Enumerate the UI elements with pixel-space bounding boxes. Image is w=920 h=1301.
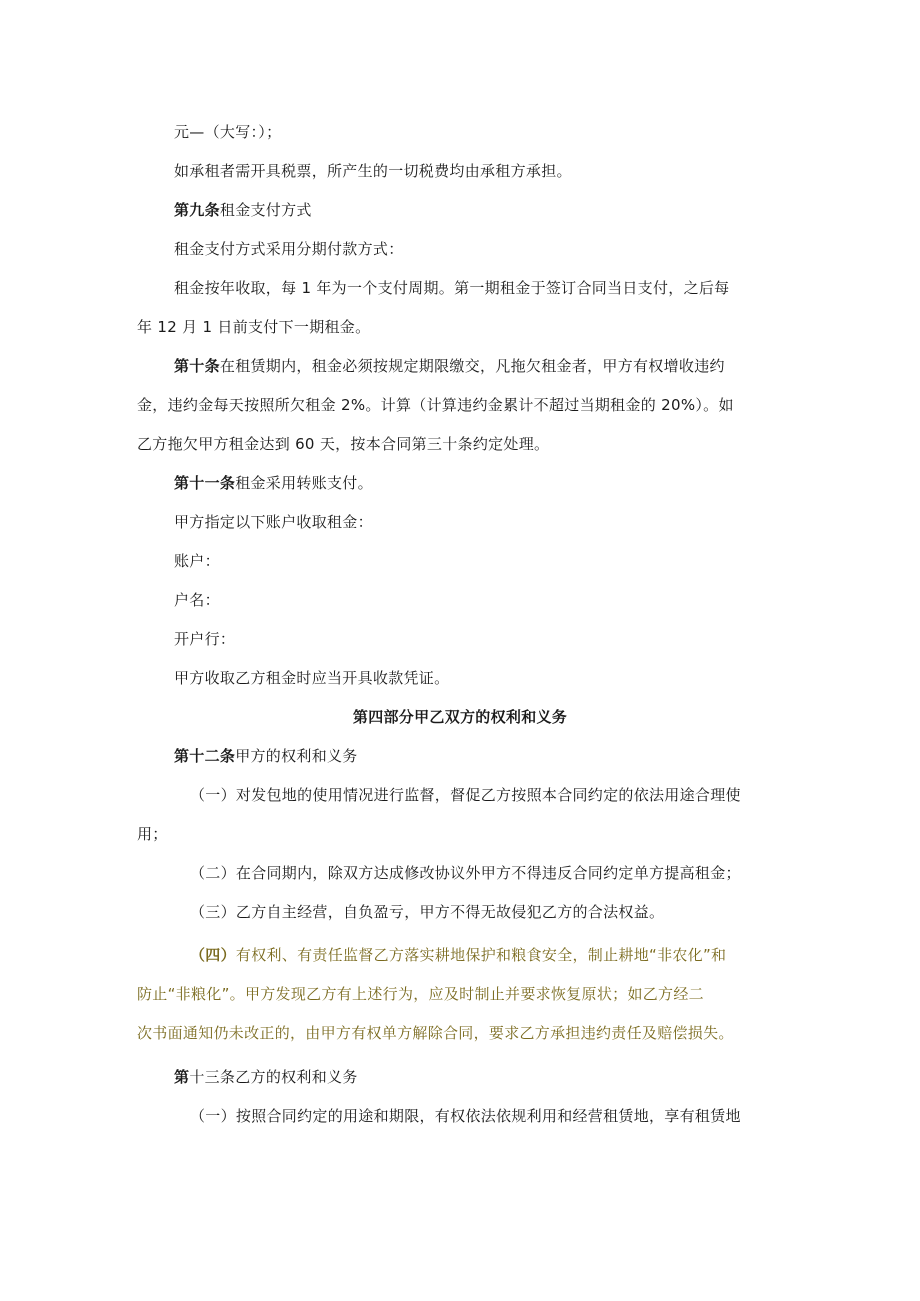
section-title: 第四部分甲乙双方的权利和义务 <box>352 708 568 726</box>
text-line <box>0 823 920 845</box>
clause-number: （四） <box>190 946 236 964</box>
line-text: 租金支付方式采用分期付款方式： <box>174 240 404 258</box>
line-text: 次书面通知仍未改正的，由甲方有权单方解除合同，要求乙方承担违约责任及赔偿损失。 <box>137 1024 734 1042</box>
text-line <box>0 1022 920 1044</box>
line-text: 有权利、有责任监督乙方落实耕地保护和粮食安全，制止耕地“非农化”和 <box>235 946 727 964</box>
line-text: 用； <box>137 825 168 843</box>
text-line <box>0 316 920 338</box>
article-13-heading <box>0 1066 920 1088</box>
account-name-label <box>0 589 920 611</box>
article-title: 十三条乙方的权利和义务 <box>189 1068 358 1086</box>
line-text: 乙方拖欠甲方租金达到 60 天，按本合同第三十条约定处理。 <box>137 435 550 453</box>
line-text: （一）对发包地的使用情况进行监督，督促乙方按照本合同约定的依法用途合理使 <box>190 786 741 804</box>
clause-3 <box>0 901 920 923</box>
article-11-line <box>0 472 920 494</box>
line-text: 户名： <box>174 591 220 609</box>
line-text: 在租赁期内，租金必须按规定期限缴交，凡拖欠租金者，甲方有权增收违约 <box>219 357 725 375</box>
line-text: 租金按年收取，每 1 年为一个支付周期。第一期租金于签订合同当日支付，之后每 <box>174 279 730 297</box>
article-number: 第九条 <box>174 201 220 219</box>
text-line <box>0 121 920 143</box>
text-line <box>0 511 920 533</box>
section-heading <box>0 706 920 728</box>
clause-1 <box>0 1105 920 1127</box>
line-text: 开户行： <box>174 630 236 648</box>
article-title: 甲方的权利和义务 <box>235 747 358 765</box>
article-9-heading <box>0 199 920 221</box>
text-line <box>0 667 920 689</box>
text-line <box>0 160 920 182</box>
article-number: 第十一条 <box>174 474 236 492</box>
clause-4 <box>0 944 920 966</box>
article-12-heading <box>0 745 920 767</box>
text-line <box>0 238 920 260</box>
line-text: 元—（大写：）； <box>174 123 282 141</box>
article-10-line <box>0 355 920 377</box>
line-text: 账户： <box>174 552 220 570</box>
text-line <box>0 433 920 455</box>
article-number: 第十二条 <box>174 747 236 765</box>
line-text: （三）乙方自主经营，自负盈亏，甲方不得无故侵犯乙方的合法权益。 <box>190 903 665 921</box>
article-number: 第十条 <box>174 357 220 375</box>
line-text: 年 12 月 1 日前支付下一期租金。 <box>137 318 371 336</box>
clause-1 <box>0 784 920 806</box>
line-text: 租金采用转账支付。 <box>235 474 373 492</box>
line-text: 金，违约金每天按照所欠租金 2%。计算（计算违约金累计不超过当期租金的 20%）。如 <box>137 396 734 414</box>
line-text: （二）在合同期内，除双方达成修改协议外甲方不得违反合同约定单方提高租金； <box>190 864 741 882</box>
bank-label <box>0 628 920 650</box>
account-field-label <box>0 550 920 572</box>
line-text: 甲方指定以下账户收取租金： <box>174 513 373 531</box>
text-line <box>0 983 920 1005</box>
text-line <box>0 394 920 416</box>
line-text: 如承租者需开具税票，所产生的一切税费均由承租方承担。 <box>174 162 572 180</box>
text-line <box>0 277 920 299</box>
line-text: （一）按照合同约定的用途和期限，有权依法依规利用和经营租赁地，享有租赁地 <box>190 1107 741 1125</box>
line-text: 甲方收取乙方租金时应当开具收款凭证。 <box>174 669 450 687</box>
line-text: 防止“非粮化”。甲方发现乙方有上述行为，应及时制止并要求恢复原状；如乙方经二 <box>137 985 704 1003</box>
article-title: 租金支付方式 <box>219 201 312 219</box>
clause-2 <box>0 862 920 884</box>
article-number: 第 <box>174 1068 190 1086</box>
